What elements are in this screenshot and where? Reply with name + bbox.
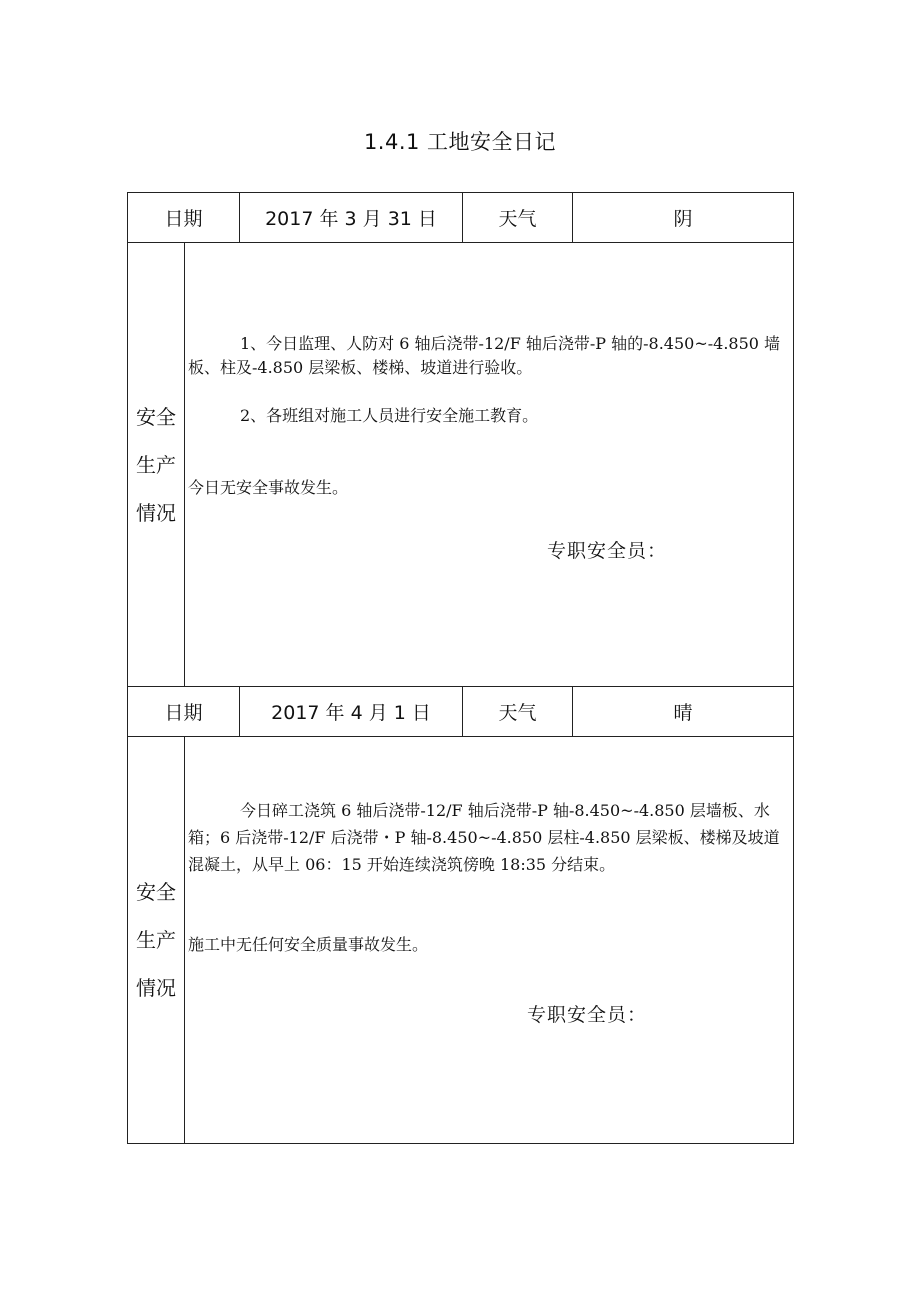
weather-value: 阴 — [573, 193, 794, 243]
safety-officer-label: 专职安全员： — [527, 1004, 648, 1026]
entry-1-content — [185, 243, 794, 687]
safety-section-label: 安全 生产 情况 — [128, 737, 185, 1144]
date-value: 2017 年 4 月 1 日 — [240, 687, 463, 737]
weather-label: 天气 — [463, 193, 573, 243]
entry-1-header-row — [128, 193, 794, 243]
log-item: 今日碎工浇筑 6 轴后浇带-12/F 轴后浇带-P 轴-8.450~-4.850 层墙板、水箱；6 后浇带-12/F 后浇带・P 轴-8.450~-4.850 层柱-4.850 层梁板、楼梯及坡道混凝土，从早上 06：15 开始连续浇筑傍晚 18:35 分结束。 — [188, 801, 780, 874]
date-value: 2017 年 3 月 31 日 — [240, 193, 463, 243]
safety-log-table — [127, 192, 794, 1144]
page-title: 1.4.1 工地安全日记 — [363, 130, 557, 154]
date-label: 日期 — [128, 687, 240, 737]
entry-2-header-row — [128, 687, 794, 737]
log-item: 2、各班组对施工人员进行安全施工教育。 — [240, 406, 539, 425]
weather-value: 晴 — [573, 687, 794, 737]
entry-2-body-row — [128, 737, 794, 1144]
log-summary: 今日无安全事故发生。 — [188, 478, 349, 497]
safety-section-label: 安全 生产 情况 — [128, 243, 185, 687]
date-label: 日期 — [128, 193, 240, 243]
entry-2-content — [185, 737, 794, 1144]
safety-officer-label: 专职安全员： — [547, 540, 668, 562]
log-summary: 施工中无任何安全质量事故发生。 — [188, 935, 429, 954]
log-item: 1、今日监理、人防对 6 轴后浇带-12/F 轴后浇带-P 轴的-8.450~-4.850 墙板、柱及-4.850 层梁板、楼梯、坡道进行验收。 — [188, 334, 781, 377]
weather-label: 天气 — [463, 687, 573, 737]
entry-1-body-row — [128, 243, 794, 687]
